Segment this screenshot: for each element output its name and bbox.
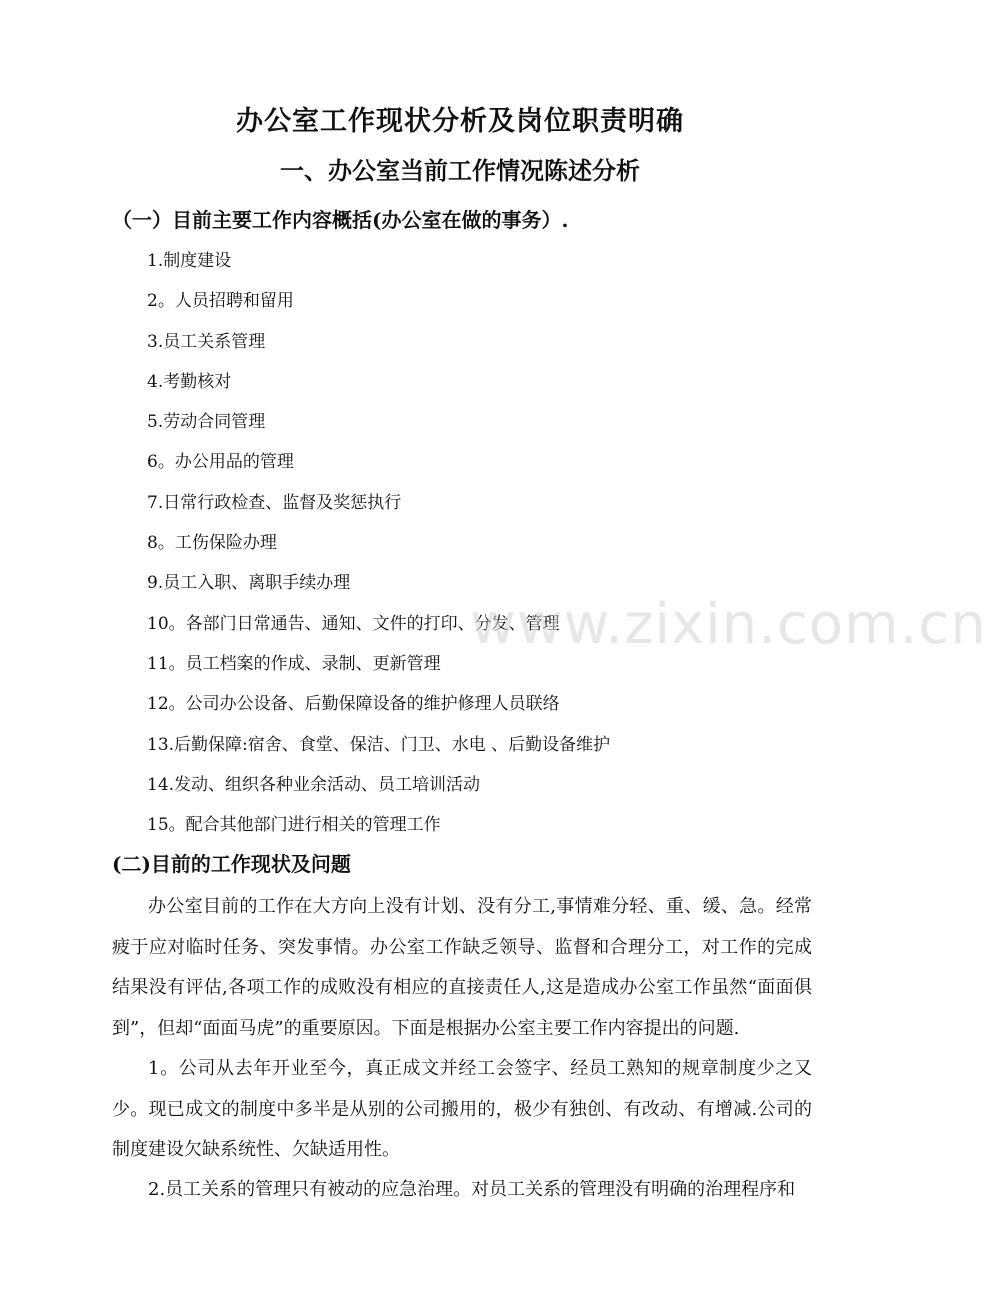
list-item: 8。工伤保险办理 (147, 533, 277, 554)
body-paragraph: 办公室目前的工作在大方向上没有计划、没有分工,事情难分轻、重、缓、急。经常疲于应对临时任务、突发事情。办公室工作缺乏领导、监督和合理分工，对工作的完成结果没有评估,各项工作的成败没有相应的直接责任人,这是造成办公室工作虽然“面面俱到”，但却“面面马虎”的重要原因。下面是根据办公室主要工作内容提出的问题. (112, 896, 812, 1039)
list-item: 13.后勤保障:宿舍、食堂、保洁、门卫、水电 、后勤设备维护 (147, 734, 611, 755)
list-item: 1.制度建设 (147, 251, 232, 271)
list-item: 11。员工档案的作成、录制、更新管理 (147, 653, 441, 674)
list-item: 6。办公用品的管理 (147, 452, 294, 473)
list-item: 14.发动、组织各种业余活动、员工培训活动 (147, 774, 481, 795)
list-item: 12。公司办公设备、后勤保障设备的维护修理人员联络 (147, 694, 560, 715)
list-item: 5.劳动合同管理 (147, 412, 266, 433)
list-item: 7.日常行政检查、监督及奖惩执行 (147, 492, 402, 513)
body-paragraph: 2.员工关系的管理只有被动的应急治理。对员工关系的管理没有明确的治理程序和 (148, 1179, 796, 1200)
section-heading-current-work: （一）目前主要工作内容概括(办公室在做的事务）. (112, 208, 569, 232)
body-paragraph: 1。公司从去年开业至今，真正成文并经工会签字、经员工熟知的规章制度少之又少。现已成文的制度中多半是从别的公司搬用的，极少有独创、有改动、有增减.公司的制度建设欠缺系统性、欠缺适用性。 (112, 1058, 812, 1160)
document-title: 办公室工作现状分析及岗位职责明确 (236, 106, 684, 137)
list-item: 3.员工关系管理 (147, 331, 266, 352)
chapter-heading: 一、办公室当前工作情况陈述分析 (280, 156, 640, 185)
list-item: 2。人员招聘和留用 (147, 291, 294, 312)
work-items-list (147, 245, 610, 849)
section-heading-work-status: (二)目前的工作现状及问题 (112, 852, 351, 876)
list-item: 9.员工入职、离职手续办理 (147, 573, 351, 594)
list-item: 4.考勤核对 (147, 371, 232, 392)
list-item: 15。配合其他部门进行相关的管理工作 (147, 815, 441, 836)
list-item: 10。各部门日常通告、通知、文件的打印、分发、管理 (147, 613, 560, 634)
watermark-text: www.zixin.com.cn (470, 592, 987, 657)
